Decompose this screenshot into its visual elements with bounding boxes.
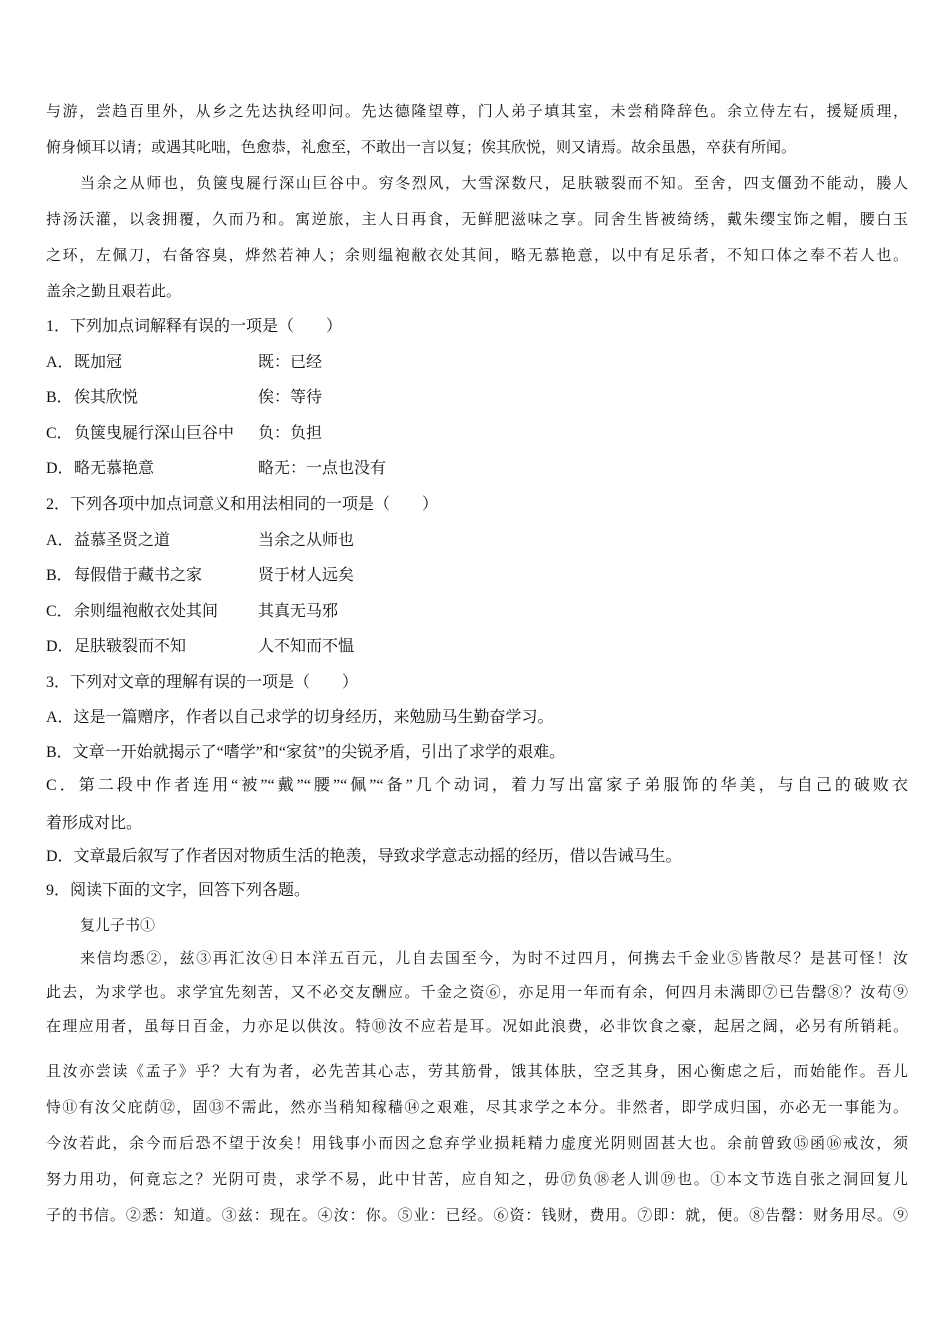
option-explain: 其真无马邪 <box>258 603 339 620</box>
question-2-stem: 2．下列各项中加点词意义和用法相同的一项是（ ） <box>46 496 439 513</box>
option-label: C． <box>46 425 73 442</box>
q1-option-d <box>46 458 386 480</box>
option-phrase: 负箧曳屣行深山巨谷中 <box>74 425 235 442</box>
passage2-line-5: 恃⑪有汝父庇荫⑫，固⑬不需此，然亦当稍知稼穑⑭之艰难，尽其求学之本分。非然者，即学成归国，亦必无一事能为。 <box>46 1098 908 1116</box>
passage2-line-2: 此去，为求学也。求学宜先刻苦，又不必交友酬应。千金之资⑥，亦足用一年而有余，何四月未满即⑦已告罄⑧？汝苟⑨ <box>46 983 908 1001</box>
option-label: D． <box>46 460 74 477</box>
passage2-title: 复儿子书① <box>80 916 156 934</box>
passage2-line-4: 且汝亦尝读《孟子》乎？大有为者，必先苦其心志，劳其筋骨，饿其体肤，空乏其身，困心衡虑之后，而始能作。吾儿 <box>46 1062 908 1080</box>
option-label: B． <box>46 567 73 584</box>
passage1-line-1: 与游，尝趋百里外，从乡之先达执经叩问。先达德隆望尊，门人弟子填其室，未尝稍降辞色。余立侍左右，援疑质理， <box>46 102 908 120</box>
question-3-stem: 3．下列对文章的理解有误的一项是（ ） <box>46 674 359 691</box>
q3-option-c-line-2: 着形成对比。 <box>46 815 143 832</box>
option-explain: 俟：等待 <box>258 389 323 406</box>
q1-option-b <box>46 387 322 409</box>
q2-option-d <box>46 636 354 658</box>
q2-option-a <box>46 530 354 552</box>
q1-option-c <box>46 423 322 445</box>
option-explain: 略无：一点也没有 <box>258 460 387 477</box>
q2-option-b <box>46 565 354 587</box>
option-label: C． <box>46 603 73 620</box>
passage1-line-6: 盖余之勤且艰若此。 <box>46 282 182 300</box>
option-phrase: 俟其欣悦 <box>74 389 139 406</box>
passage1-line-4: 持汤沃灌，以衾拥覆，久而乃和。寓逆旅，主人日再食，无鲜肥滋味之享。同舍生皆被绮绣，戴朱缨宝饰之帽，腰白玉 <box>46 210 908 228</box>
option-explain: 当余之从师也 <box>258 532 355 549</box>
option-label: A． <box>46 532 74 549</box>
passage2-line-7: 努力用功，何竟忘之？光阴可贵，求学不易，此中甘苦，应自知之，毋⑰负⑱老人训⑲也。①本文节选自张之洞回复儿 <box>46 1170 908 1188</box>
passage1-line-3: 当余之从师也，负箧曳屣行深山巨谷中。穷冬烈风，大雪深数尺，足肤皲裂而不知。至舍，四支僵劲不能动，媵人 <box>80 174 908 192</box>
q3-option-c-line-1: C．第二段中作者连用“被”“戴”“腰”“佩”“备”几个动词，着力写出富家子弟服饰的华美，与自己的破败衣 <box>46 777 908 794</box>
q3-option-a: A．这是一篇赠序，作者以自己求学的切身经历，来勉励马生勤奋学习。 <box>46 709 554 726</box>
option-explain: 既：已经 <box>258 354 323 371</box>
q1-option-a <box>46 352 322 374</box>
passage2-line-6: 今汝若此，余今而后恐不望于汝矣！用钱事小而因之怠弃学业损耗精力虚度光阴则固甚大也。余前曾致⑮函⑯戒汝，须 <box>46 1134 908 1152</box>
passage2-line-1: 来信均悉②，兹③再汇汝④日本洋五百元，儿自去国至今，为时不过四月，何携去千金业⑤皆散尽？是甚可怪！汝 <box>80 949 908 967</box>
option-label: A． <box>46 354 74 371</box>
question-9-stem: 9．阅读下面的文字，回答下列各题。 <box>46 882 311 899</box>
passage1-line-2: 俯身倾耳以请；或遇其叱咄，色愈恭，礼愈至，不敢出一言以复；俟其欣悦，则又请焉。故余虽愚，卒获有所闻。 <box>46 138 797 156</box>
q2-option-c <box>46 601 338 623</box>
q3-option-d: D．文章最后叙写了作者因对物质生活的艳羡，导致求学意志动摇的经历，借以告诫马生。 <box>46 848 682 865</box>
passage2-line-8: 子的书信。②悉：知道。③兹：现在。④汝：你。⑤业：已经。⑥资：钱财，费用。⑦即：就，便。⑧告罄：财务用尽。⑨ <box>46 1206 908 1224</box>
question-1-stem: 1．下列加点词解释有误的一项是（ ） <box>46 318 343 335</box>
option-label: B． <box>46 389 73 406</box>
option-phrase: 益慕圣贤之道 <box>74 532 171 549</box>
option-explain: 负：负担 <box>258 425 323 442</box>
option-explain: 贤于材人远矣 <box>258 567 355 584</box>
option-explain: 人不知而不愠 <box>258 638 355 655</box>
option-label: D． <box>46 638 74 655</box>
option-phrase: 足肤皲裂而不知 <box>74 638 187 655</box>
option-phrase: 略无慕艳意 <box>74 460 155 477</box>
q3-option-b: B．文章一开始就揭示了“嗜学”和“家贫”的尖锐矛盾，引出了求学的艰难。 <box>46 744 566 761</box>
option-phrase: 每假借于藏书之家 <box>74 567 203 584</box>
passage2-line-3: 在理应用者，虽每日百金，力亦足以供汝。特⑩汝不应若是耳。况如此浪费，必非饮食之豪，起居之阔，必另有所销耗。 <box>46 1017 908 1035</box>
passage1-line-5: 之环，左佩刀，右备容臭，烨然若神人；余则缊袍敝衣处其间，略无慕艳意，以中有足乐者，不知口体之奉不若人也。 <box>46 246 908 264</box>
option-phrase: 余则缊袍敝衣处其间 <box>74 603 219 620</box>
option-phrase: 既加冠 <box>74 354 123 371</box>
